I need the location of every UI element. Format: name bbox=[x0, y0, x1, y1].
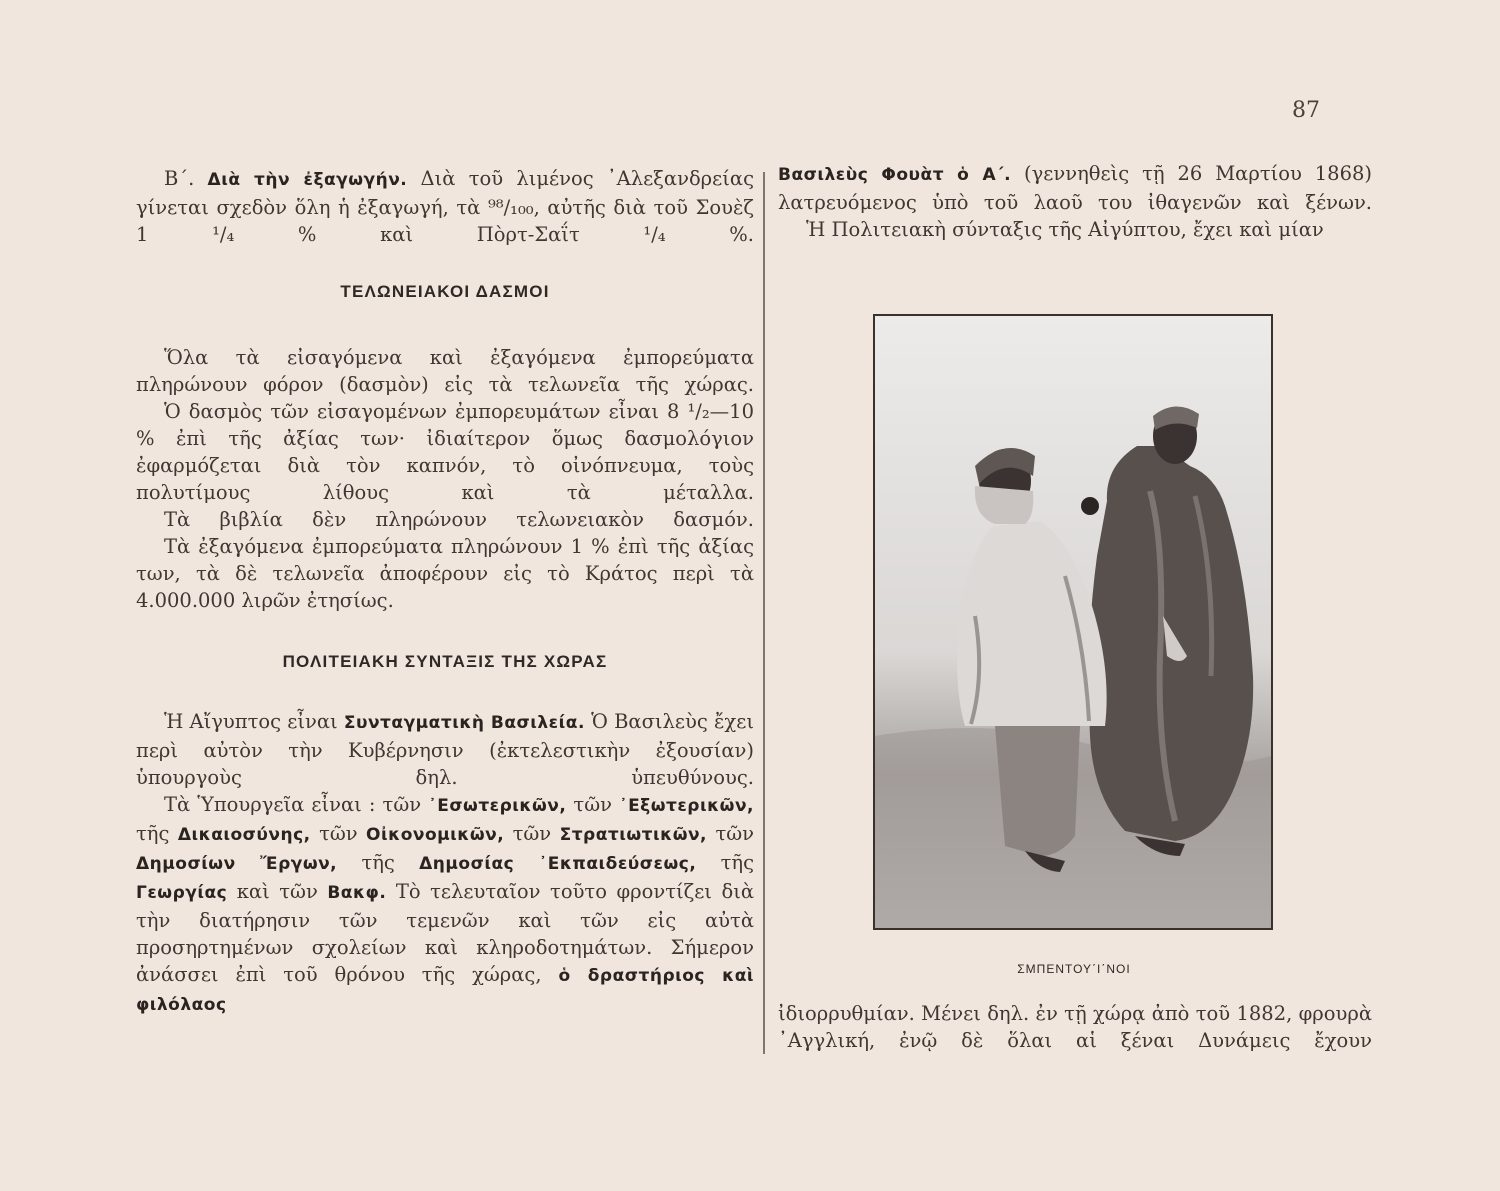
customs-heading: ΤΕΛΩΝΕΙΑΚΟΙ ΔΑΣΜΟΙ bbox=[340, 282, 550, 301]
king-fuad-term: Βασιλεὺς Φουὰτ ὁ Α΄. bbox=[778, 165, 1012, 185]
customs-paragraph-2: Ὁ δασμὸς τῶν εἰσαγομένων ἐμπορευμάτων εἶναι 8 ¹/₂—10 % ἐπὶ τῆς ἀξίας των· ἰδιαίτερον ὅμως δασμολόγιον ἐφαρμόζεται διὰ τὸν καπνόν, τὸ οἰνόπνευμα, τοὺς πολυτίμους λίθους καὶ τὰ μέταλλα. bbox=[136, 400, 754, 504]
ministry-foreign: ᾿Εξωτερικῶν, bbox=[619, 796, 754, 816]
right-column bbox=[778, 160, 1372, 243]
ministry-public-works: Δημοσίων Ἔργων, bbox=[136, 854, 338, 874]
constitution-continued: Ἡ Πολιτειακὴ σύνταξις τῆς Αἰγύπτου, ἔχει καὶ μίαν bbox=[806, 218, 1324, 241]
connector-text: τῶν bbox=[512, 822, 552, 845]
column-divider bbox=[763, 172, 765, 1054]
connector-text: τῆς bbox=[720, 851, 754, 874]
photo-illustration bbox=[875, 316, 1271, 928]
photograph-two-men bbox=[873, 314, 1273, 930]
ministries-lead: Τὰ Ὑπουργεῖα εἶναι : τῶν bbox=[164, 793, 422, 816]
connector-text: τῆς bbox=[136, 822, 170, 845]
king-paragraph bbox=[778, 160, 1372, 216]
customs-paragraph-4: Τὰ ἐξαγόμενα ἐμπορεύματα πληρώνουν 1 % ἐπὶ τῆς ἀξίας των, τὰ δὲ τελωνεῖα ἀποφέρουν εἰς τὸ Κράτος περὶ τὰ 4.000.000 λιρῶν ἐτησίως. bbox=[136, 535, 754, 612]
photo-caption: ΣΜΠΕΝΤΟΥ΄Ι΄ΝΟΙ bbox=[1017, 962, 1131, 976]
ministries-tail: Τὸ τελευταῖον τοῦτο φροντίζει διὰ τὴν διατήρησιν τῶν τεμενῶν καὶ τῶν εἰς αὐτὰ προσηρτημένων σχολείων καὶ κληροδοτημάτων. Σήμερον ἀνάσσει ἐπὶ τοῦ θρόνου τῆς χώρας, bbox=[136, 880, 755, 986]
constitution-heading: ΠΟΛΙΤΕΙΑΚΗ ΣΥΝΤΑΞΙΣ ΤΗΣ ΧΩΡΑΣ bbox=[282, 652, 608, 671]
export-text: Διὰ τοῦ λιμένος ᾿Αλεξανδρείας γίνεται σχεδὸν ὅλη ἡ ἐξαγωγή, τὰ ⁹⁸/₁₀₀, αὐτῆς διὰ τοῦ Σουὲζ 1 ¹/₄ % καὶ Πὸρτ-Σαΐτ ¹/₄ %. bbox=[136, 167, 754, 246]
ministry-agriculture: Γεωργίας bbox=[136, 883, 228, 903]
constitutional-monarchy-term: Συνταγματικὴ Βασιλεία. bbox=[343, 713, 585, 733]
customs-paragraph-3: Τὰ βιβλία δὲν πληρώνουν τελωνειακὸν δασμόν. bbox=[164, 508, 754, 531]
connector-text: τῶν bbox=[715, 822, 755, 845]
king-text: (γεννηθεὶς τῇ 26 Μαρτίου 1868) λατρευόμενος ὑπὸ τοῦ λαοῦ του ἰθαγενῶν καὶ ξένων. bbox=[778, 162, 1372, 214]
king-epithet: ὁ δραστήριος καὶ φιλόλαος bbox=[136, 966, 754, 1015]
ministry-education: Δημοσίας ᾿Εκπαιδεύσεως, bbox=[419, 854, 697, 874]
customs-paragraph-1: Ὅλα τὰ εἰσαγόμενα καὶ ἐξαγόμενα ἐμπορεύματα πληρώνουν φόρον (δασμὸν) εἰς τὰ τελωνεῖα τῆς χώρας. bbox=[136, 346, 754, 396]
export-term: Διὰ τὴν ἐξαγωγήν. bbox=[207, 170, 408, 190]
export-paragraph bbox=[136, 165, 754, 248]
garrison-paragraph: ἰδιορρυθμίαν. Μένει δηλ. ἐν τῇ χώρᾳ ἀπὸ τοῦ 1882, φρουρὰ ᾿Αγγλική, ἐνῷ δὲ ὅλαι αἱ ξέναι Δυνάμεις ἔχουν bbox=[778, 1002, 1372, 1052]
ministry-finance: Οἰκονομικῶν, bbox=[366, 825, 505, 845]
constitution-paragraph-1 bbox=[136, 708, 754, 791]
ministry-waqf: Βακφ. bbox=[327, 883, 387, 903]
constitution-text-a: Ἡ Αἴγυπτος εἶναι bbox=[164, 710, 338, 733]
connector-text: τῶν bbox=[319, 822, 358, 845]
section-letter: Β΄. bbox=[164, 167, 195, 190]
ministry-justice: Δικαιοσύνης, bbox=[177, 825, 311, 845]
connector-text: τῆς bbox=[361, 851, 395, 874]
right-bottom-text bbox=[778, 1000, 1372, 1054]
left-column bbox=[136, 165, 754, 1019]
connector-text: καὶ τῶν bbox=[236, 880, 318, 903]
ministries-paragraph bbox=[136, 791, 754, 1019]
ministry-interior: ᾿Εσωτερικῶν, bbox=[428, 796, 567, 816]
page-number: 87 bbox=[1292, 98, 1320, 123]
constitution-text-b: Ὁ Βασιλεὺς ἔχει περὶ αὐτὸν τὴν Κυβέρνησιν (ἐκτελεστικὴν ἐξουσίαν) ὑπουργοὺς δηλ. ὑπευθύνους. bbox=[136, 710, 754, 789]
connector-text: τῶν bbox=[573, 793, 612, 816]
ministry-military: Στρατιωτικῶν, bbox=[559, 825, 708, 845]
